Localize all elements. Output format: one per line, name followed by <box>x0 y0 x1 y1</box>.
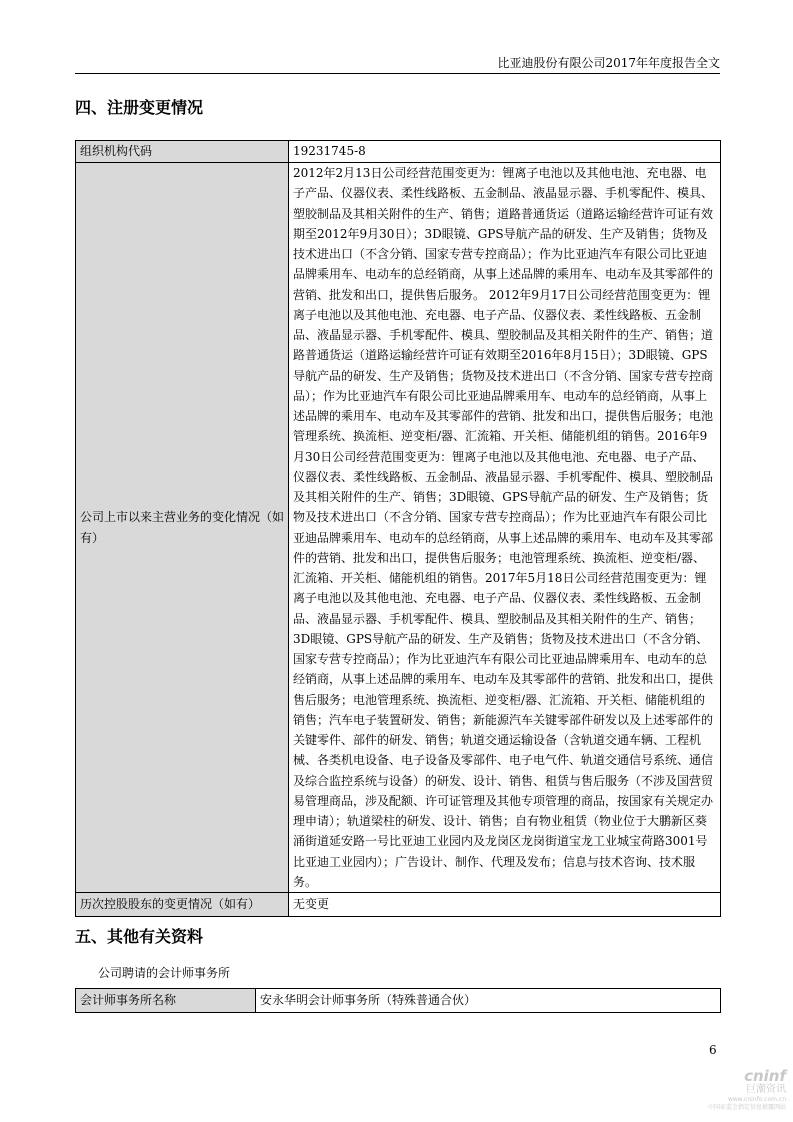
shareholder-change-value: 无变更 <box>289 893 721 917</box>
shareholder-change-label: 历次控股股东的变更情况（如有） <box>76 893 289 917</box>
table-row <box>76 893 721 917</box>
accounting-firm-table <box>75 988 721 1013</box>
section-5-title: 五、其他有关资料 <box>75 927 204 946</box>
org-code-label: 组织机构代码 <box>76 141 289 163</box>
page-header <box>75 54 720 74</box>
accounting-firm-label: 会计师事务所名称 <box>76 989 256 1013</box>
page-number: 6 <box>709 1043 717 1057</box>
cninfo-logo: cninf <box>744 1067 786 1085</box>
accounting-firm-value: 安永华明会计师事务所（特殊普通合伙） <box>256 989 721 1013</box>
registration-change-table <box>75 140 721 917</box>
accounting-firm-subtitle: 公司聘请的会计师事务所 <box>98 966 231 980</box>
cninfo-description: 中国证监会指定信息披露网站 <box>707 1104 786 1111</box>
org-code-value: 19231745-8 <box>289 141 721 163</box>
table-row <box>76 163 721 893</box>
business-change-value: 2012年2月13日公司经营范围变更为：锂离子电池以及其他电池、充电器、电子产品、仪器仪表、柔性线路板、五金制品、液晶显示器、手机零配件、模具、塑胶制品及其相关附件的生产、销售；道路普通货运（道路运输经营许可证有效期至2012年9月30日）；3D眼镜、GPS导航产品的研发、生产及销售；货物及技术进出口（不含分销、国家专营专控商品）；作为比亚迪汽车有限公司比亚迪品牌乘用车、电动车的总经销商，从事上述品牌的乘用车、电动车及其零部件的营销、批发和出口，提供售后服务。 2012年9月17日公司经营范围变更为：锂离子电池以及其他电池、充电器、电子产品、仪器仪表、柔性线路板、五金制品、液晶显示器、手机零配件、模具、塑胶制品及其相关附件的生产、销售；道路普通货运（道路运输经营许可证有效期至2016年8月15日）；3D眼镜、GPS导航产品的研发、生产及销售；货物及技术进出口（不含分销、国家专营专控商品）；作为比亚迪汽车有限公司比亚迪品牌乘用车、电动车的总经销商，从事上述品牌的乘用车、电动车及其零部件的营销、批发和出口，提供售后服务；电池管理系统、换流柜、逆变柜/器、汇流箱、开关柜、储能机组的销售。2016年9月30日公司经营范围变更为：锂离子电池以及其他电池、充电器、电子产品、仪器仪表、柔性线路板、五金制品、液晶显示器、手机零配件、模具、塑胶制品及其相关附件的生产、销售；3D眼镜、GPS导航产品的研发、生产及销售；货物及技术进出口（不含分销、国家专营专控商品）；作为比亚迪汽车有限公司比亚迪品牌乘用车、电动车的总经销商，从事上述品牌的乘用车、电动车及其零部件的营销、批发和出口，提供售后服务；电池管理系统、换流柜、逆变柜/器、汇流箱、开关柜、储能机组的销售。2017年5月18日公司经营范围变更为：锂离子电池以及其他电池、充电器、电子产品、仪器仪表、柔性线路板、五金制品、液晶显示器、手机零配件、模具、塑胶制品及其相关附件的生产、销售；3D眼镜、GPS导航产品的研发、生产及销售；货物及技术进出口（不含分销、国家专营专控商品）；作为比亚迪汽车有限公司比亚迪品牌乘用车、电动车的总经销商，从事上述品牌的乘用车、电动车及其零部件的营销、批发和出口，提供售后服务；电池管理系统、换流柜、逆变柜/器、汇流箱、开关柜、储能机组的销售；汽车电子装置研发、销售；新能源汽车关键零部件研发以及上述零部件的关键零件、部件的研发、销售；轨道交通运输设备（含轨道交通车辆、工程机械、各类机电设备、电子设备及零部件、电子电气件、轨道交通信号系统、通信及综合监控系统与设备）的研发、设计、销售、租赁与售后服务（不涉及国营贸易管理商品，涉及配额、许可证管理及其他专项管理的商品，按国家有关规定办理申请）；轨道梁柱的研发、设计、销售；自有物业租赁（物业位于大鹏新区葵涌街道延安路一号比亚迪工业园内及龙岗区龙岗街道宝龙工业城宝荷路3001号比亚迪工业园内）；广告设计、制作、代理及发布；信息与技术咨询、技术服务。 <box>289 163 721 893</box>
report-title: 比亚迪股份有限公司2017年年度报告全文 <box>497 56 720 70</box>
table-row <box>76 989 721 1013</box>
cninfo-name: 巨潮资讯 <box>746 1084 786 1095</box>
cninfo-url: www.cninfo.com.cn <box>727 1096 786 1103</box>
cninfo-watermark <box>688 1068 786 1112</box>
business-change-label: 公司上市以来主营业务的变化情况（如有） <box>76 163 289 893</box>
table-row <box>76 141 721 163</box>
section-4-title: 四、注册变更情况 <box>75 98 204 117</box>
